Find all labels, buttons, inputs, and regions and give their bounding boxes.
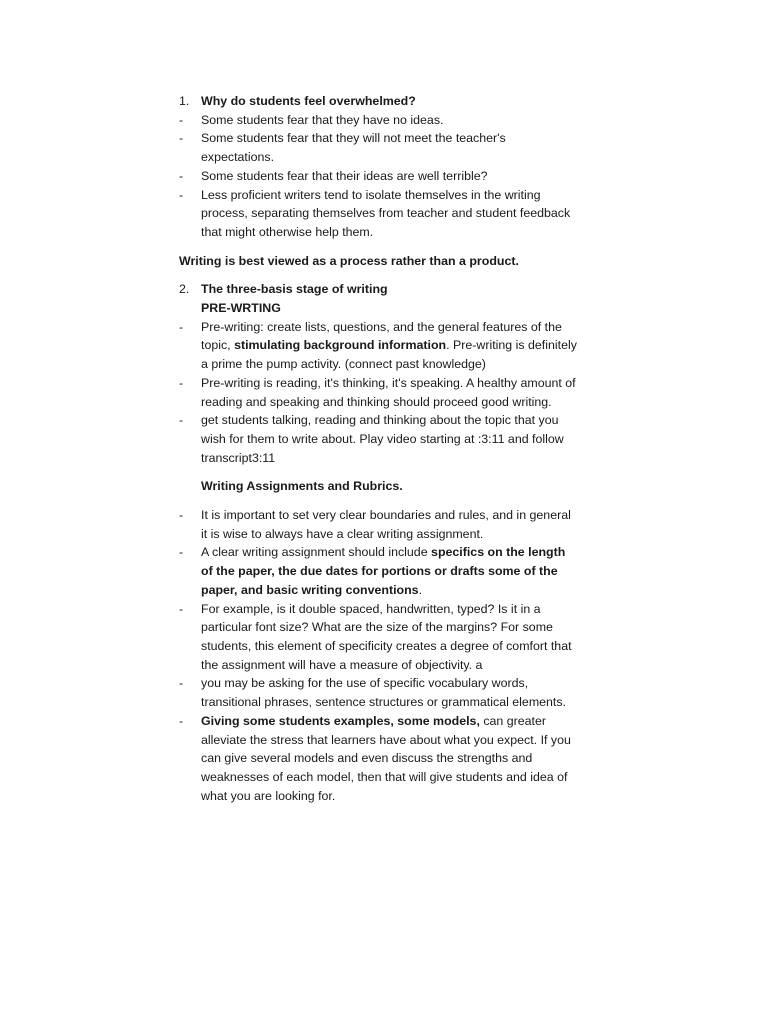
key-statement: Writing is best viewed as a process rather than a product. (179, 253, 519, 268)
section1-bullet-3: Some students fear that their ideas are well terrible? (201, 168, 488, 183)
list-item (179, 506, 579, 543)
section2-heading-row (179, 280, 579, 299)
bullet-marker: - (179, 375, 184, 390)
list-item (179, 318, 579, 374)
list-item (179, 600, 579, 675)
bullet-marker: - (179, 508, 184, 523)
list-item (179, 129, 579, 166)
section1-heading: Why do students feel overwhelmed? (201, 94, 416, 108)
bullet-text: . (418, 582, 423, 597)
bullet-text: Pre-writing: create lists, questions, and the general features of the topic, (201, 319, 562, 353)
section3-bullet-5 (201, 712, 579, 806)
bullet-emphasis: specifics on the length of the paper, the due dates for portions or drafts some of the paper, and basic writing conventions (201, 545, 566, 597)
section3-bullet-3: For example, is it double spaced, handwritten, typed? Is it in a particular font size? What are the size of the margins? For some students, this element of specificity creates a degree of comfort that the assignment will have a measure of objectivity. a (201, 601, 572, 672)
bullet-marker: - (179, 713, 184, 728)
section1-number: 1. (179, 94, 190, 108)
section3-heading: Writing Assignments and Rubrics. (201, 479, 403, 494)
bullet-marker: - (179, 187, 184, 202)
list-item (179, 712, 579, 806)
list-item (179, 411, 579, 467)
bullet-text: A clear writing assignment should include (201, 545, 432, 560)
list-item (179, 111, 579, 130)
list-item (179, 167, 579, 186)
bullet-marker: - (179, 413, 184, 428)
document-page (179, 92, 579, 805)
section2-subheading: PRE-WRTING (201, 301, 281, 316)
section2-number: 2. (179, 282, 190, 297)
bullet-text: can greater alleviate the stress that learners have about what you expect. If you can give several models and even discuss the strengths and weaknesses of each model, then that will give students and idea of what you are looking for. (201, 713, 571, 803)
section1-bullet-4: Less proficient writers tend to isolate themselves in the writing process, separating themselves from teacher and student feedback that might otherwise help them. (201, 187, 571, 239)
bullet-marker: - (179, 112, 184, 127)
bullet-marker: - (179, 131, 184, 146)
bullet-marker: - (179, 676, 184, 691)
bullet-marker: - (179, 545, 184, 560)
bullet-emphasis: stimulating background information (234, 338, 447, 353)
list-item (179, 674, 579, 711)
section1-bullet-2: Some students fear that they will not meet the teacher's expectations. (201, 131, 506, 165)
section2-heading: The three-basis stage of writing (201, 282, 388, 297)
section3-bullet-4: you may be asking for the use of specific vocabulary words, transitional phrases, sentence structures or grammatical elements. (201, 676, 566, 710)
list-item (179, 186, 579, 242)
section1-bullet-1: Some students fear that they have no ideas. (201, 112, 444, 127)
section3-bullet-1: It is important to set very clear boundaries and rules, and in general it is wise to always have a clear writing assignment. (201, 508, 571, 541)
bullet-marker: - (179, 168, 184, 183)
section2-bullet-3: get students talking, reading and thinking about the topic that you wish for them to write about. Play video starting at :3:11 and follow transcript3:11 (201, 413, 564, 465)
section3-bullet-2 (201, 543, 579, 599)
bullet-text: . Pre-writing is definitely a prime the pump activity. (connect past knowledge) (201, 338, 577, 372)
section2-bullet-1 (201, 318, 579, 374)
bullet-marker: - (179, 601, 184, 616)
list-item (179, 374, 579, 411)
list-item (179, 543, 579, 599)
section1-heading-row (179, 92, 579, 111)
bullet-marker: - (179, 319, 184, 334)
bullet-emphasis: Giving some students examples, some models, (201, 713, 480, 728)
section2-bullet-2: Pre-writing is reading, it's thinking, it's speaking. A healthy amount of reading and speaking and thinking should proceed good writing. (201, 375, 576, 409)
